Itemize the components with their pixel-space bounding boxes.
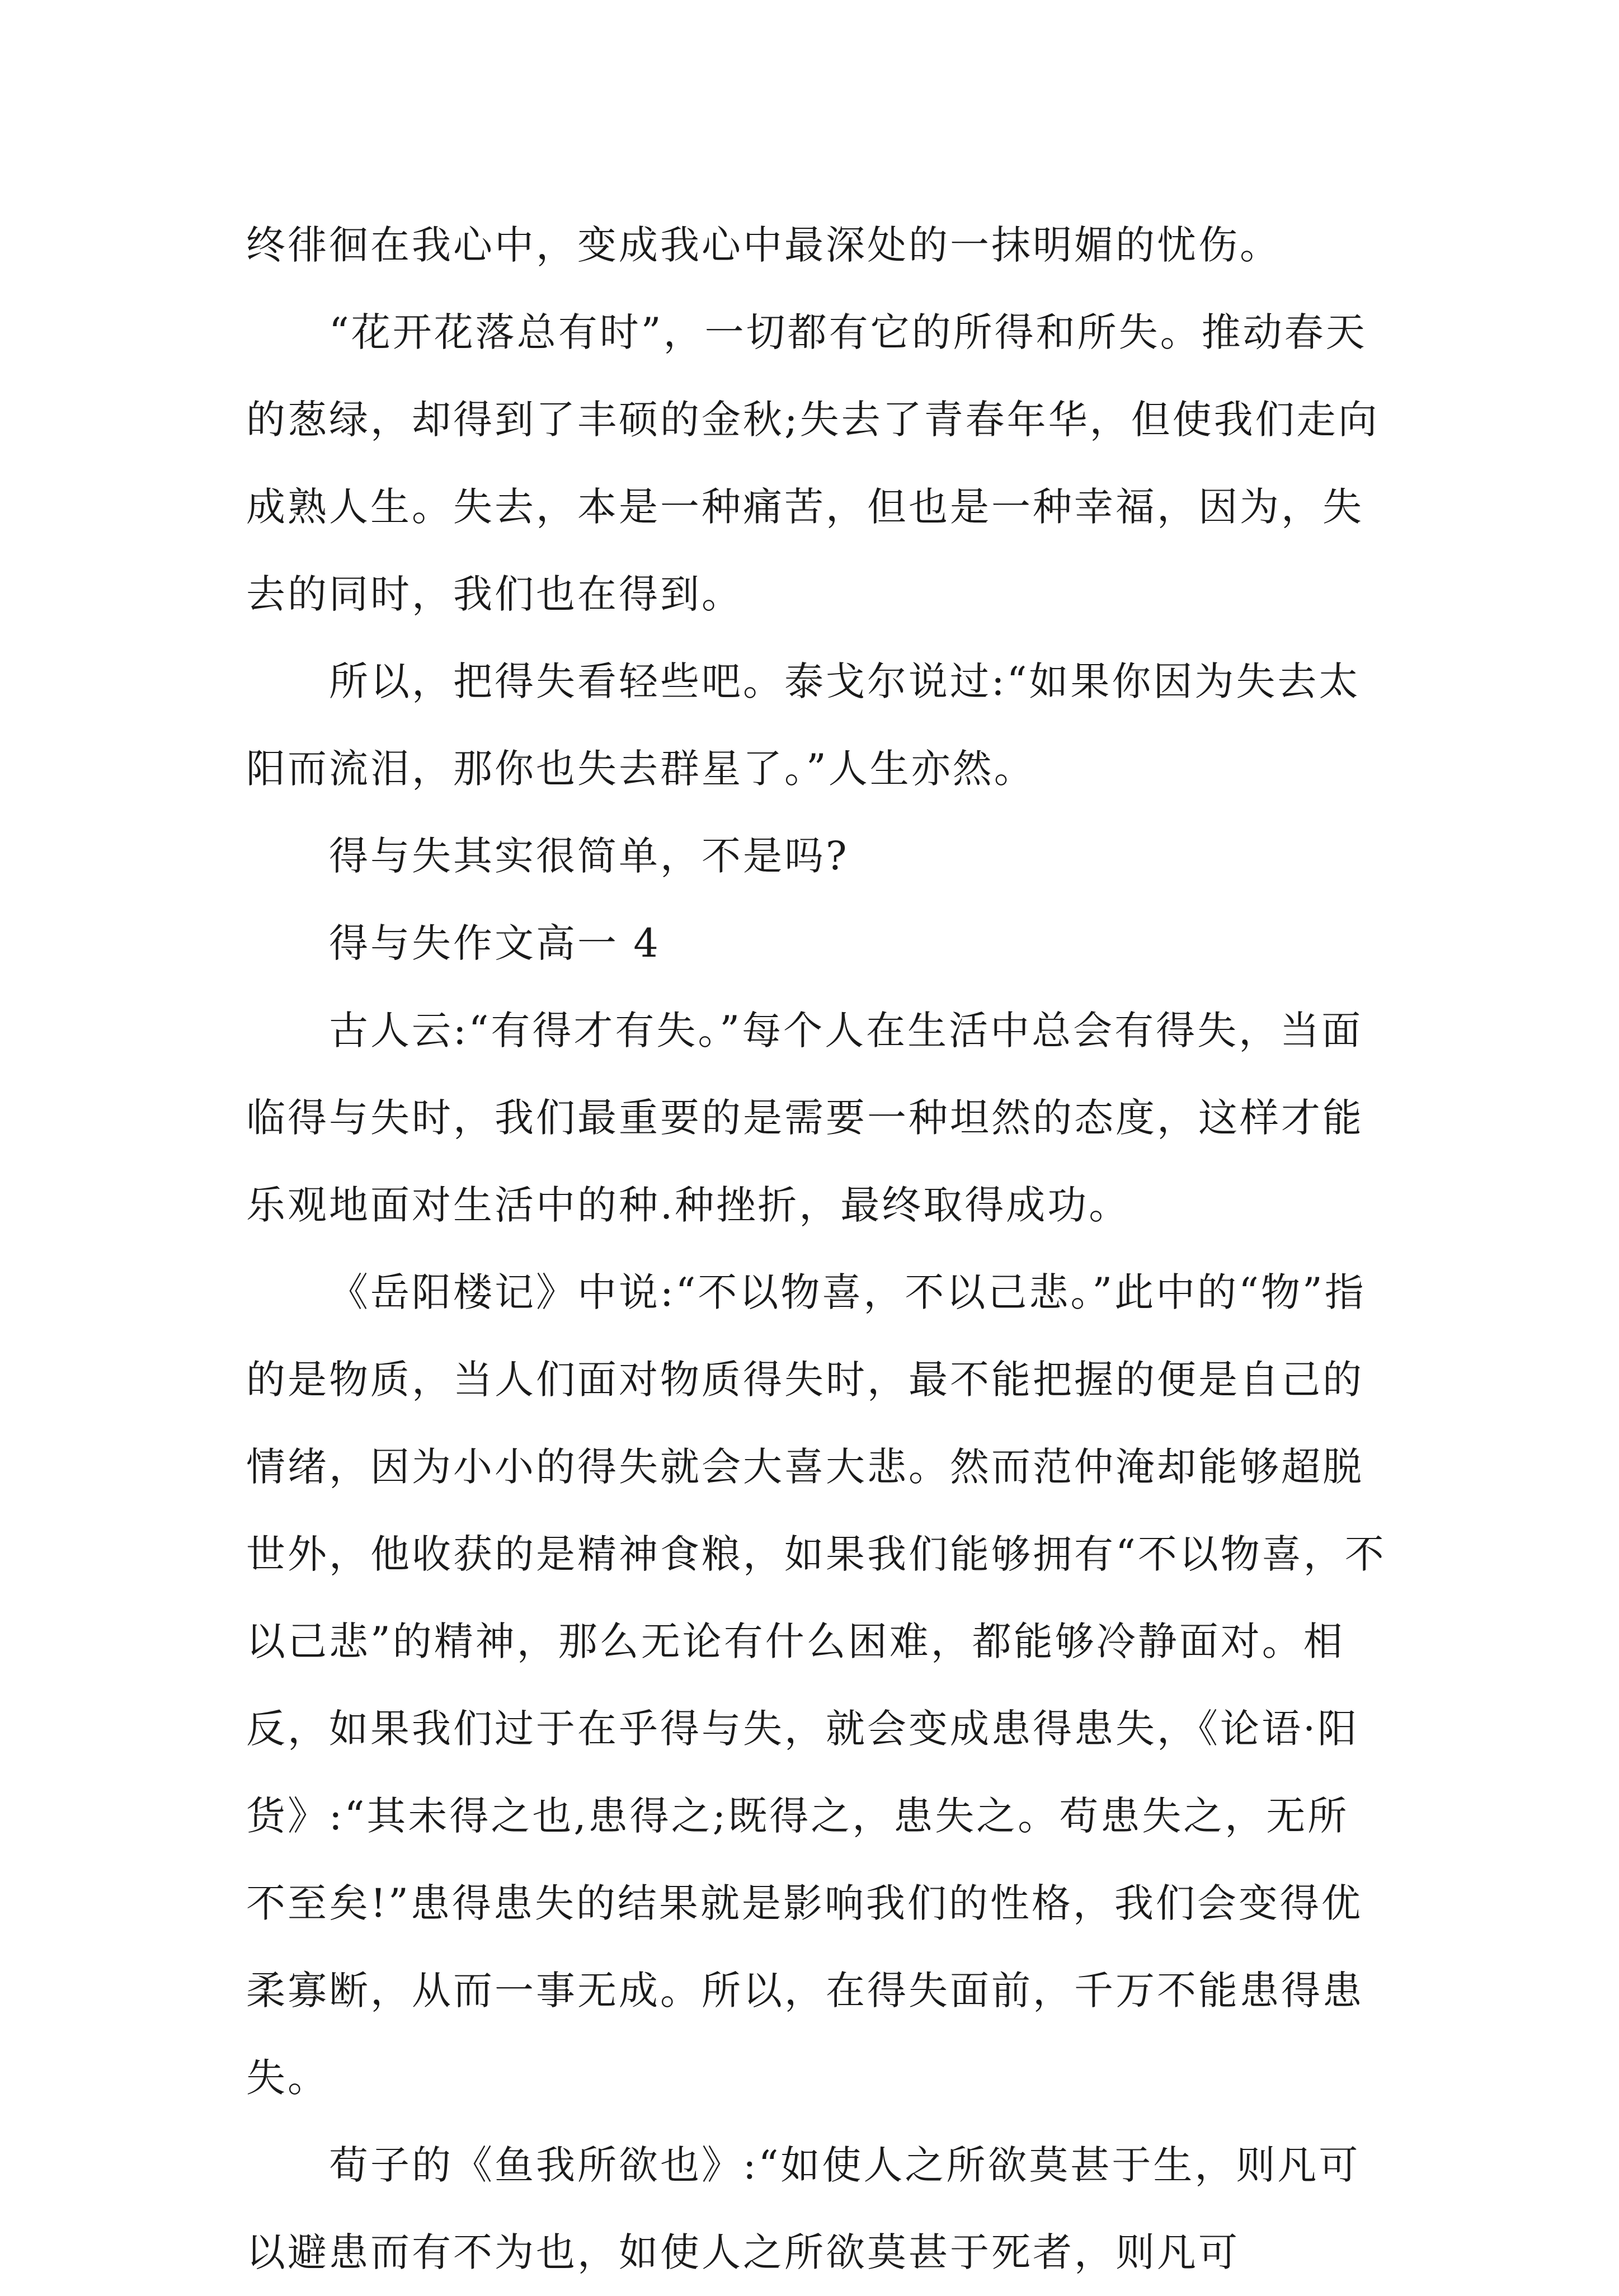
paragraph: 得与失其实很简单，不是吗?	[329, 833, 849, 879]
paragraph: 古人云:“有得才有失。”每个人在生活中总会有得失，当面临得与失时，我们最重要的是需要一种坦然的态度，这样才能乐观地面对生活中的种.种挫折，最终取得成功。	[246, 1008, 1364, 1228]
essay-body	[246, 201, 1387, 2296]
paragraph: “花开花落总有时”，一切都有它的所得和所失。推动春天的葱绿，却得到了丰硕的金秋;失去了青春年华，但使我们走向成熟人生。失去，本是一种痛苦，但也是一种幸福，因为，失去的同时，我们也在得到。	[246, 309, 1380, 617]
section-heading: 得与失作文高一 4	[329, 920, 661, 966]
paragraph-continuation: 终徘徊在我心中，变成我心中最深处的一抹明媚的忧伤。	[246, 222, 1281, 268]
paragraph: 所以，把得失看轻些吧。泰戈尔说过:“如果你因为失去太阳而流泪，那你也失去群星了。”人生亦然。	[246, 658, 1361, 792]
paragraph: 荀子的《鱼我所欲也》:“如使人之所欲莫甚于生，则凡可以避患而有不为也，如使人之所欲莫甚于死者，则凡可	[246, 2142, 1361, 2275]
paragraph: 《岳阳楼记》中说:“不以物喜，不以己悲。”此中的“物”指的是物质，当人们面对物质得失时，最不能把握的便是自己的情绪，因为小小的得失就会大喜大悲。然而范仲淹却能够超脱世外，他收获的是精神食粮，如果我们能够拥有“不以物喜，不以己悲”的精神，那么无论有什么困难，都能够冷静面对。相反，如果我们过于在乎得与失，就会变成患得患失，《论语·阳货》:“其未得之也,患得之;既得之，患失之。苟患失之，无所不至矣!”患得患失的结果就是影响我们的性格，我们会变得优柔寡断，从而一事无成。所以，在得失面前，千万不能患得患失。	[246, 1269, 1386, 2101]
